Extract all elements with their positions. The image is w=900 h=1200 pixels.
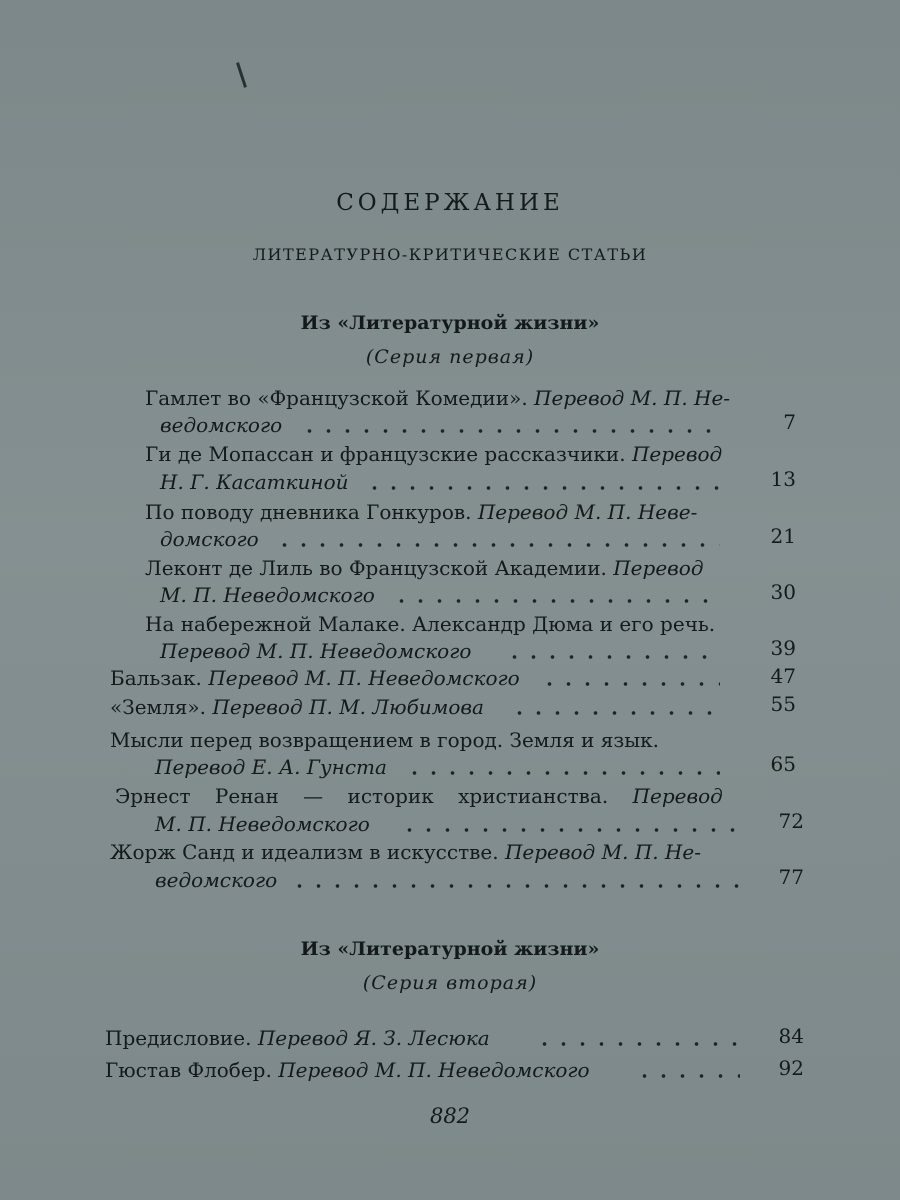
group-title: Из «Литературной жизни» xyxy=(300,938,600,960)
leader-dots xyxy=(635,1071,740,1081)
toc-entry-continuation: М. П. Неведомского xyxy=(160,583,375,607)
group-title: Из «Литературной жизни» xyxy=(300,312,600,334)
page-folio: 882 xyxy=(429,1104,471,1128)
leader-dots xyxy=(400,825,740,835)
toc-entry: «Земля». Перевод П. М. Любимова xyxy=(110,695,484,719)
leader-dots xyxy=(505,652,720,662)
group-series: (Серия вторая) xyxy=(362,972,538,994)
toc-entry: Гамлет во «Французской Комедии». Перевод М. П. Не- xyxy=(145,386,731,410)
leader-dots xyxy=(405,768,720,778)
leader-dots xyxy=(540,679,720,689)
page-number: 7 xyxy=(783,410,796,434)
pencil-mark xyxy=(236,62,247,88)
toc-entry-continuation: Перевод М. П. Неведомского xyxy=(160,639,472,663)
toc-entry: По поводу дневника Гонкуров. Перевод М. П. Неве- xyxy=(145,500,698,524)
page-number: 13 xyxy=(770,467,796,491)
section-heading: ЛИТЕРАТУРНО-КРИТИЧЕСКИЕ СТАТЬИ xyxy=(252,245,648,264)
leader-dots xyxy=(275,540,720,550)
toc-entry-continuation: М. П. Неведомского xyxy=(155,812,370,836)
toc-entry: Жорж Санд и идеализм в искусстве. Перевод М. П. Не- xyxy=(110,840,701,864)
leader-dots xyxy=(510,708,720,718)
toc-entry-continuation: Н. Г. Касаткиной xyxy=(160,470,349,494)
page-number: 21 xyxy=(770,524,796,548)
page-number: 55 xyxy=(770,692,796,716)
toc-entry: Предисловие. Перевод Я. З. Лесюка xyxy=(105,1026,490,1050)
toc-entry-continuation: ведомского xyxy=(155,868,278,892)
toc-entry: Леконт де Лиль во Французской Академии. Перевод xyxy=(145,556,704,580)
page-number: 84 xyxy=(778,1024,804,1048)
leader-dots xyxy=(365,483,720,493)
toc-entry-continuation: домского xyxy=(160,527,259,551)
toc-entry-continuation: Перевод Е. А. Гунста xyxy=(155,755,387,779)
toc-entry: Эрнест Ренан — историк христианства. Перевод xyxy=(115,784,723,808)
toc-entry-continuation: ведомского xyxy=(160,413,283,437)
toc-entry: Мысли перед возвращением в город. Земля и язык. xyxy=(110,728,660,752)
group-series: (Серия первая) xyxy=(365,346,535,368)
page-number: 92 xyxy=(778,1056,804,1080)
leader-dots xyxy=(392,596,720,606)
toc-entry: Гюстав Флобер. Перевод М. П. Неведомского xyxy=(105,1058,590,1082)
page-number: 77 xyxy=(778,865,804,889)
leader-dots xyxy=(300,426,720,436)
toc-entry: Ги де Мопассан и французские рассказчики. Перевод xyxy=(145,442,723,466)
toc-entry: Бальзак. Перевод М. П. Неведомского xyxy=(110,666,520,690)
page-number: 47 xyxy=(770,664,796,688)
page-number: 30 xyxy=(770,580,796,604)
leader-dots xyxy=(290,881,740,891)
page-number: 39 xyxy=(770,636,796,660)
leader-dots xyxy=(535,1039,740,1049)
toc-entry: На набережной Малаке. Александр Дюма и его речь. xyxy=(145,612,716,636)
page-number: 65 xyxy=(770,752,796,776)
page-number: 72 xyxy=(778,809,804,833)
contents-heading: СОДЕРЖАНИЕ xyxy=(336,190,564,216)
